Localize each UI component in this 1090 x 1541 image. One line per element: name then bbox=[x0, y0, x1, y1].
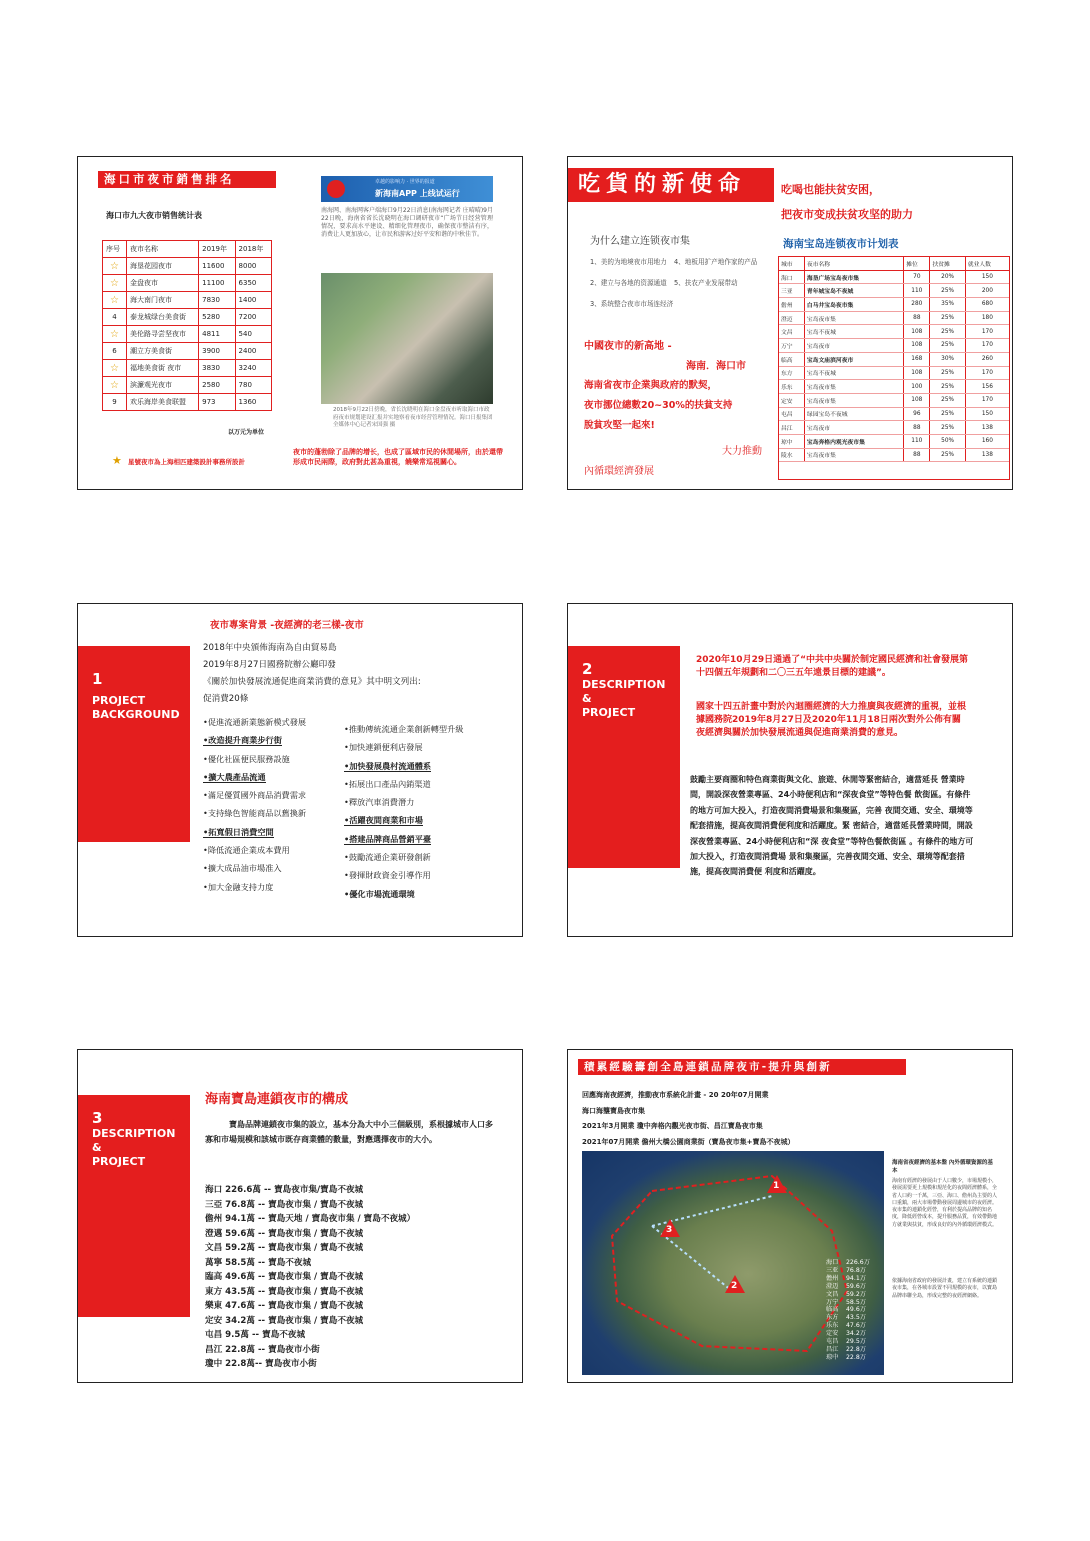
timeline-line: 回應海南夜經濟，推動夜市系統化計畫 - 20 20年07月開業 bbox=[582, 1091, 769, 1099]
plan-cell: 108 bbox=[904, 366, 930, 380]
intro-line: 《關於加快發展流通促進商業消費的意見》其中明文列出: bbox=[203, 677, 421, 687]
econ-label: 內循環經濟發展 bbox=[584, 466, 654, 477]
plan-cell: 170 bbox=[965, 366, 1009, 380]
legend-city: 昌江 bbox=[826, 1345, 839, 1353]
plan-cell: 160 bbox=[965, 434, 1009, 448]
plan-header-row bbox=[779, 257, 1009, 270]
section-label-1: DESCRIPTION bbox=[92, 1127, 176, 1140]
plan-cell: 110 bbox=[904, 284, 930, 298]
list-item: •擴大成品油市場准入 bbox=[203, 863, 282, 874]
plan-row bbox=[779, 352, 1009, 366]
table-row bbox=[103, 343, 272, 360]
plan-cell: 宝岛奔格内观光夜市集 bbox=[804, 434, 903, 448]
table-cell: 3900 bbox=[199, 343, 235, 360]
plan-row bbox=[779, 325, 1009, 339]
table-cell: 泰龙城绿台美食街 bbox=[127, 309, 199, 326]
list-item: •推動傳統流通企業創新轉型升級 bbox=[344, 724, 464, 734]
plan-cell: 澄迈 bbox=[779, 311, 804, 325]
section-label-2: & bbox=[582, 692, 592, 705]
rank-cell bbox=[103, 326, 127, 343]
section-number: 3 bbox=[92, 1109, 103, 1127]
legend-population: 29.5万 bbox=[846, 1338, 866, 1346]
plan-cell: 88 bbox=[904, 311, 930, 325]
side-text-2: 依據海南省政府的發展計畫，建立有系統的連鎖夜市集，在各城市設置不同規模的夜市，以寶島品牌串聯全島，形成完整的夜經濟網絡。 bbox=[892, 1278, 998, 1299]
plan-cell: 88 bbox=[904, 448, 930, 462]
news-app-banner bbox=[321, 176, 493, 202]
plan-cell: 定安 bbox=[779, 393, 804, 407]
plan-col-header: 摊位 bbox=[904, 257, 930, 270]
plan-cell: 宝岛夜市集 bbox=[804, 311, 903, 325]
plan-cell: 宝岛不夜城 bbox=[804, 325, 903, 339]
legend-city: 临高 bbox=[826, 1306, 839, 1314]
highlight-text: 夜市的蓬勃除了品牌的增长，也成了區域市民的休閒場所，由於還帶形成市民兩際，政府對此甚為重視，饒樂常巡視關心。 bbox=[293, 448, 503, 466]
red-line-5: 脫貧攻堅一起來! bbox=[584, 420, 655, 431]
star-footnote: 星號夜市為上海相匹建築設計事務所設計 bbox=[128, 458, 245, 466]
reason-1: 1、美的为地境夜市用地力 bbox=[590, 258, 667, 266]
city-row: 昌江 22.8萬 -- 寶島夜市小街 bbox=[205, 1344, 320, 1355]
list-item: •拓寬假日消費空間 bbox=[203, 826, 274, 837]
city-row: 臨高 49.6萬 -- 寶島夜市集 / 寶島不夜城 bbox=[205, 1272, 364, 1282]
legend-row bbox=[826, 1338, 870, 1346]
plan-cell: 200 bbox=[965, 284, 1009, 298]
table-row bbox=[103, 309, 272, 326]
section-label-3: PROJECT bbox=[582, 706, 636, 719]
table-cell: 6350 bbox=[235, 275, 271, 292]
hainan-island-map bbox=[582, 1151, 884, 1375]
list-item: •滿足優質國外商品消費需求 bbox=[203, 790, 307, 801]
plan-cell: 108 bbox=[904, 339, 930, 353]
plan-row bbox=[779, 284, 1009, 298]
legend-population: 47.6万 bbox=[846, 1322, 866, 1330]
list-item: •加快連鎖便利店發展 bbox=[344, 742, 423, 753]
plan-col-header: 夜市名称 bbox=[804, 257, 903, 270]
list-item: •擴大農產品流通 bbox=[203, 771, 266, 782]
city-row: 三亞 76.8萬 -- 寶島夜市集 / 寶島不夜城 bbox=[205, 1199, 364, 1210]
list-item: •優化市場流通環境 bbox=[344, 888, 415, 899]
rank-cell bbox=[103, 377, 127, 394]
star-icon: ☆ bbox=[110, 362, 119, 374]
plan-cell: 170 bbox=[965, 339, 1009, 353]
list-item: •支持綠色智能商品以舊換新 bbox=[203, 808, 307, 819]
plan-cell: 东方 bbox=[779, 366, 804, 380]
plan-row bbox=[779, 270, 1009, 284]
plan-row bbox=[779, 421, 1009, 435]
table-cell: 5280 bbox=[199, 309, 235, 326]
plan-cell: 海口 bbox=[779, 270, 804, 284]
slide-description-project-2 bbox=[567, 603, 1013, 937]
plan-cell: 50% bbox=[930, 434, 965, 448]
slide-project-background bbox=[77, 603, 523, 937]
rank-cell: 6 bbox=[103, 343, 127, 360]
plan-cell: 96 bbox=[904, 407, 930, 421]
plan-cell: 宝岛文庙滨河夜市 bbox=[804, 352, 903, 366]
table-cell: 8000 bbox=[235, 258, 271, 275]
col-header: 夜市名称 bbox=[127, 241, 199, 258]
plan-cell: 168 bbox=[904, 352, 930, 366]
list-item: •改造提升商業步行街 bbox=[203, 735, 282, 746]
city-row: 萬寧 58.5萬 -- 寶島不夜城 bbox=[205, 1257, 312, 1268]
table-cell: 540 bbox=[235, 326, 271, 343]
section-number: 2 bbox=[582, 660, 593, 678]
reason-5: 5、扶农产业发展带动 bbox=[674, 279, 738, 287]
plan-cell: 25% bbox=[930, 311, 965, 325]
plan-cell: 88 bbox=[904, 421, 930, 435]
plan-cell: 屯昌 bbox=[779, 407, 804, 421]
legend-row bbox=[826, 1322, 870, 1330]
plan-row bbox=[779, 311, 1009, 325]
news-article-text: 南海网、南海网客户端海口9月22日消息(南海网记者 庄晴晴)9月22日晚，海南省省长沈晓明在海口调研夜市“广场节日经营管理情况，要求高水平建设、精细化管理夜市，确保夜市整洁有序，消费让人更加放心，让市民和游客过好平安和谐的中秋佳节。 bbox=[321, 207, 493, 238]
legend-row bbox=[826, 1275, 870, 1283]
plan-cell: 150 bbox=[965, 270, 1009, 284]
list-item: •降低流通企業成本費用 bbox=[203, 845, 290, 856]
push-label: 大力推動 bbox=[722, 446, 762, 457]
plan-cell: 宝岛夜市集 bbox=[804, 380, 903, 394]
why-title: 为什么建立连锁夜市集 bbox=[590, 236, 690, 247]
legend-population: 94.1万 bbox=[846, 1274, 866, 1282]
timeline-line: 2021年3月開業 瓊中奔格內觀光夜市街、昌江寶島夜市集 bbox=[582, 1122, 763, 1130]
ranking-table-title: 海口市九大夜市销售统计表 bbox=[106, 211, 202, 220]
table-cell: 973 bbox=[199, 394, 235, 411]
legend-city: 三亚 bbox=[826, 1266, 839, 1274]
photo-caption: 2018年9月22日傍晚，省长沈晓明在海口金盘夜市听取海口市政府夜市规划建设汇报并实地察看夜市经营管理情况。海口日报集团全媒体中心记者宋国强 摄 bbox=[333, 407, 493, 428]
table-cell: 3830 bbox=[199, 360, 235, 377]
plan-cell: 20% bbox=[930, 270, 965, 284]
plan-cell: 25% bbox=[930, 407, 965, 421]
plan-cell: 25% bbox=[930, 380, 965, 394]
plan-title: 海南宝岛连锁夜市计划表 bbox=[783, 238, 899, 250]
legend-row bbox=[826, 1346, 870, 1354]
table-row bbox=[103, 326, 272, 343]
plan-cell: 25% bbox=[930, 339, 965, 353]
list-item: •鼓勵流通企業研發創新 bbox=[344, 852, 431, 863]
table-cell: 780 bbox=[235, 377, 271, 394]
city-row: 樂東 47.6萬 -- 寶島夜市集 / 寶島不夜城 bbox=[205, 1301, 364, 1311]
plan-row bbox=[779, 298, 1009, 312]
legend-row bbox=[826, 1283, 870, 1291]
plan-table-frame bbox=[778, 256, 1010, 480]
plan-cell: 25% bbox=[930, 284, 965, 298]
plan-table bbox=[779, 257, 1009, 462]
legend-city: 东方 bbox=[826, 1314, 839, 1322]
plan-cell: 青年城宝岛不夜城 bbox=[804, 284, 903, 298]
plan-cell: 宝岛不夜城 bbox=[804, 366, 903, 380]
star-icon: ☆ bbox=[110, 294, 119, 306]
section-label-2: BACKGROUND bbox=[92, 708, 180, 721]
side-title: 海南省夜經濟的基本盤 內外循環資源的基本 bbox=[892, 1160, 993, 1174]
plan-cell: 30% bbox=[930, 352, 965, 366]
legend-city: 琼中 bbox=[826, 1353, 839, 1361]
red-paragraph-1: 2020年10月29日通過了“中共中央關於制定國民經濟和社會發展第十四個五年規劃和二〇三五年遠景目標的建議”。 bbox=[696, 655, 969, 678]
plan-cell: 海垦广场宝岛夜市集 bbox=[804, 270, 903, 284]
legend-row bbox=[826, 1291, 870, 1299]
list-item: •加大金融支持力度 bbox=[203, 881, 274, 892]
table-cell: 11100 bbox=[199, 275, 235, 292]
plan-cell: 100 bbox=[904, 380, 930, 394]
rank-cell bbox=[103, 292, 127, 309]
table-row bbox=[103, 377, 272, 394]
legend-city: 文昌 bbox=[826, 1290, 839, 1298]
banner-tagline: 卓越的影响力 · 世界的报道 bbox=[375, 179, 435, 185]
table-cell: 7200 bbox=[235, 309, 271, 326]
plan-cell: 陵水 bbox=[779, 448, 804, 462]
table-row bbox=[103, 394, 272, 411]
legend-population: 59.6万 bbox=[846, 1282, 866, 1290]
plan-cell: 宝岛夜市集 bbox=[804, 448, 903, 462]
inspection-photo bbox=[321, 273, 493, 404]
slide1-title: 海口市夜市銷售排名 bbox=[98, 171, 276, 188]
plan-row bbox=[779, 393, 1009, 407]
legend-city: 澄迈 bbox=[826, 1282, 839, 1290]
table-cell: 金盘夜市 bbox=[127, 275, 199, 292]
list-item: •發揮財政資金引導作用 bbox=[344, 870, 431, 881]
city-row: 儋州 94.1萬 -- 寶島天地 / 寶島夜市集 / 寶島不夜城） bbox=[205, 1214, 416, 1224]
rank-cell: 9 bbox=[103, 394, 127, 411]
plan-cell: 昌江 bbox=[779, 421, 804, 435]
section-label-3: PROJECT bbox=[92, 1155, 146, 1168]
plan-cell: 70 bbox=[904, 270, 930, 284]
city-row: 瓊中 22.8萬-- 寶島夜市小街 bbox=[205, 1359, 317, 1369]
table-cell: 美伦路寻尝坚夜市 bbox=[127, 326, 199, 343]
red-line-3: 海南省夜市企業與政府的默契， bbox=[584, 380, 718, 391]
section-bar bbox=[78, 1095, 190, 1317]
table-cell: 1400 bbox=[235, 292, 271, 309]
rank-cell bbox=[103, 360, 127, 377]
rank-cell bbox=[103, 258, 127, 275]
plan-cell: 260 bbox=[965, 352, 1009, 366]
reason-4: 4、地板用扩产地作家的产品 bbox=[674, 258, 758, 266]
plan-cell: 白马井宝岛夜市集 bbox=[804, 298, 903, 312]
plan-cell: 万宁 bbox=[779, 339, 804, 353]
plan-cell: 680 bbox=[965, 298, 1009, 312]
table-cell: 欢乐海岸美食联盟 bbox=[127, 394, 199, 411]
plan-row bbox=[779, 407, 1009, 421]
list-item: •加快發展農村流通體系 bbox=[344, 760, 432, 771]
intro-paragraph: 寶島品牌連鎖夜市集的設立，基本分為大中小三個級別，系根據城市人口多寡和市場規模和該城市既存商業體的數量，對應選擇夜市的大小。 bbox=[205, 1120, 493, 1144]
plan-row bbox=[779, 339, 1009, 353]
marker-1-label: 1 bbox=[773, 1181, 780, 1191]
plan-col-header: 扶贫摊 bbox=[930, 257, 965, 270]
col-header: 序号 bbox=[103, 241, 127, 258]
city-row: 海口 226.6萬 -- 寶島夜市集/寶島不夜城 bbox=[205, 1185, 364, 1195]
plan-cell: 150 bbox=[965, 407, 1009, 421]
timeline-line: 2021年07月開業 儋州大橋公園商業街（寶島夜市集+寶島不夜城） bbox=[582, 1137, 795, 1146]
plan-row bbox=[779, 434, 1009, 448]
table-cell: 海大南门夜市 bbox=[127, 292, 199, 309]
slide-night-market-ranking bbox=[77, 156, 523, 490]
legend-city: 万宁 bbox=[826, 1298, 839, 1306]
app-logo-icon bbox=[327, 180, 345, 198]
plan-row bbox=[779, 380, 1009, 394]
legend-row bbox=[826, 1330, 870, 1338]
unit-note: 以万元为单位 bbox=[228, 429, 265, 436]
plan-row bbox=[779, 448, 1009, 462]
plan-cell: 文昌 bbox=[779, 325, 804, 339]
section-number: 1 bbox=[92, 670, 103, 688]
list-item: •釋放汽車消費潛力 bbox=[344, 797, 415, 808]
plan-cell: 25% bbox=[930, 448, 965, 462]
table-cell: 7830 bbox=[199, 292, 235, 309]
legend-city: 屯昌 bbox=[826, 1338, 839, 1346]
legend-city: 海口 bbox=[826, 1259, 839, 1266]
right-policy-list bbox=[344, 720, 463, 903]
plan-cell: 25% bbox=[930, 421, 965, 435]
plan-cell: 280 bbox=[904, 298, 930, 312]
ranking-table bbox=[102, 240, 272, 411]
star-icon: ★ bbox=[112, 454, 122, 467]
legend-city: 乐东 bbox=[826, 1322, 839, 1330]
star-icon: ☆ bbox=[110, 328, 119, 340]
plan-cell: 156 bbox=[965, 380, 1009, 394]
star-icon: ☆ bbox=[110, 260, 119, 272]
table-cell: 11600 bbox=[199, 258, 235, 275]
plan-cell: 138 bbox=[965, 448, 1009, 462]
list-item: •活躍夜間商業和市場 bbox=[344, 815, 423, 826]
plan-cell: 180 bbox=[965, 311, 1009, 325]
slide3-title: 夜市專案背景 -夜經濟的老三樣-夜市 bbox=[210, 620, 364, 631]
reason-3: 3、系统整合夜市市场连经济 bbox=[590, 300, 674, 308]
city-row: 屯昌 9.5萬 -- 寶島不夜城 bbox=[205, 1330, 306, 1340]
banner-title: 新海南APP 上线试运行 bbox=[375, 189, 460, 198]
section-bar bbox=[78, 646, 190, 842]
plan-cell: 琼中 bbox=[779, 434, 804, 448]
city-row: 東方 43.5萬 -- 寶島夜市集 / 寶島不夜城 bbox=[205, 1286, 364, 1297]
table-row bbox=[103, 360, 272, 377]
plan-cell: 儋州 bbox=[779, 298, 804, 312]
marker-3-label: 3 bbox=[666, 1225, 673, 1235]
list-item: •促進流通新業態新模式發展 bbox=[203, 717, 307, 727]
table-cell: 1360 bbox=[235, 394, 271, 411]
plan-cell: 170 bbox=[965, 393, 1009, 407]
plan-cell: 绿园宝岛不夜城 bbox=[804, 407, 903, 421]
plan-cell: 138 bbox=[965, 421, 1009, 435]
city-row: 定安 34.2萬 -- 寶島夜市集 / 寶島不夜城 bbox=[205, 1315, 364, 1326]
table-cell: 2580 bbox=[199, 377, 235, 394]
plan-cell: 乐东 bbox=[779, 380, 804, 394]
reason-2: 2、建立与各地的资源通道 bbox=[590, 279, 667, 287]
side-text: 海南有經濟的發展由于人口數少，市場規模小，發展需要更上規模和規范化的夜間經濟體系，全省人口約一千萬，三亞、海口、儋州為主要的人口重鎮，兩大市場帶動發展周邊城市的夜經濟。夜市集的連鎖化經營，有利於提高品牌的知名度，降低經營成本，提升服務品質，有效帶動地方就業與扶貧，形成良好的內外循環經濟模式。 bbox=[892, 1178, 998, 1228]
plan-cell: 108 bbox=[904, 393, 930, 407]
table-header-row bbox=[103, 241, 272, 258]
red-paragraph-2: 國家十四五計畫中對於內迴圈經濟的大力推廣與夜經濟的重視，並根據國務院2019年8月27日及2020年11月18日兩次對外公佈有關夜經濟與關於加快發展流通與促進商業消費的意見。 bbox=[696, 702, 967, 738]
intro-line: 2018年中央頒佈海南為自由貿易島 bbox=[203, 643, 337, 653]
legend-population: 76.8万 bbox=[846, 1266, 866, 1274]
plan-cell: 25% bbox=[930, 393, 965, 407]
plan-cell: 宝岛夜市集 bbox=[804, 393, 903, 407]
slogan-2: 把夜市变成扶贫攻坚的助力 bbox=[781, 208, 913, 221]
legend-population: 22.8万 bbox=[846, 1353, 866, 1361]
section-label-1: PROJECT bbox=[92, 694, 146, 707]
legend-population: 34.2万 bbox=[846, 1330, 866, 1338]
plan-cell: 110 bbox=[904, 434, 930, 448]
table-cell: 潮立方美食街 bbox=[127, 343, 199, 360]
section-label-2: & bbox=[92, 1141, 102, 1154]
table-cell: 福地美食街 夜市 bbox=[127, 360, 199, 377]
plan-cell: 170 bbox=[965, 325, 1009, 339]
timeline-lines bbox=[582, 1088, 795, 1150]
timeline-line: 海口海壟寶島夜市集 bbox=[582, 1106, 645, 1115]
plan-row bbox=[779, 366, 1009, 380]
legend-city: 定安 bbox=[826, 1330, 839, 1338]
slide-foodie-mission bbox=[567, 156, 1013, 490]
section-label-1: DESCRIPTION bbox=[582, 678, 666, 691]
legend-population: 58.5万 bbox=[846, 1298, 866, 1306]
intro-line: 2019年8月27日國務院辦公廳印發 bbox=[203, 660, 336, 670]
plan-cell: 临高 bbox=[779, 352, 804, 366]
legend-city: 儋州 bbox=[826, 1274, 839, 1282]
legend-population: 49.6万 bbox=[846, 1306, 866, 1314]
col-header: 2018年 bbox=[235, 241, 271, 258]
left-policy-list bbox=[203, 713, 306, 896]
marker-2-label: 2 bbox=[731, 1281, 738, 1291]
legend-row bbox=[826, 1259, 870, 1267]
slide2-title: 吃貨的新使命 bbox=[568, 168, 774, 202]
table-row bbox=[103, 258, 272, 275]
red-line-1: 中國夜市的新高地 - bbox=[584, 341, 672, 352]
red-line-4: 夜市挪位總數20~30%的扶貧支持 bbox=[584, 400, 733, 411]
star-icon: ☆ bbox=[110, 277, 119, 289]
slide-chain-composition bbox=[77, 1049, 523, 1383]
plan-cell: 108 bbox=[904, 325, 930, 339]
table-cell: 海垦花园夜市 bbox=[127, 258, 199, 275]
plan-cell: 25% bbox=[930, 325, 965, 339]
list-item: •優化社區便民服務設施 bbox=[203, 753, 290, 764]
legend-row bbox=[826, 1354, 870, 1362]
table-cell: 3240 bbox=[235, 360, 271, 377]
slogan-1: 吃喝也能扶贫安困， bbox=[781, 183, 880, 196]
list-item: •拓展出口產品內銷渠道 bbox=[344, 778, 431, 789]
rank-cell bbox=[103, 275, 127, 292]
intro-block bbox=[203, 640, 421, 708]
plan-cell: 三亚 bbox=[779, 284, 804, 298]
table-cell: 4811 bbox=[199, 326, 235, 343]
legend-population: 43.5万 bbox=[846, 1314, 866, 1322]
plan-col-header: 就业人数 bbox=[965, 257, 1009, 270]
plan-cell: 宝岛夜市 bbox=[804, 339, 903, 353]
legend-population: 59.2万 bbox=[846, 1290, 866, 1298]
plan-cell: 35% bbox=[930, 298, 965, 312]
plan-col-header: 城市 bbox=[779, 257, 804, 270]
legend-row bbox=[826, 1267, 870, 1275]
plan-cell: 宝岛夜市 bbox=[804, 421, 903, 435]
slide6-title: 積累經驗籌創全島連鎖品牌夜市-提升與創新 bbox=[578, 1059, 906, 1075]
table-row bbox=[103, 275, 272, 292]
body-paragraph: 鼓勵主要商圈和特色商業街與文化、旅遊、休閒等緊密結合，適當延長 營業時間，開設深夜營業專區、24小時便利店和“深夜食堂”等特色餐 飲街區。有條件的地方可加大投入，打造夜間消費場景和集聚區，完善 夜間交通、安全、環境等配套措施，提高夜間消費便利度和活躍度。緊 密結合，適當延長營業時間，開設深夜營業專區、24小時便利店和“深 夜食堂”等特色餐飲街區 。有條件的地方可加大投入，打造夜間消費場 景和集聚區，完善夜間交通、安全、環境等配套措施，提高夜間消費便 利度和活躍度。 bbox=[690, 775, 974, 877]
table-row bbox=[103, 292, 272, 309]
list-item: •搭建品牌商品營銷平臺 bbox=[344, 833, 432, 844]
slide-chain-brand bbox=[567, 1049, 1013, 1383]
legend-population: 22.8万 bbox=[846, 1345, 866, 1353]
section-bar bbox=[568, 646, 680, 868]
col-header: 2019年 bbox=[199, 241, 235, 258]
red-line-2: 海南．海口市 bbox=[686, 361, 746, 372]
legend-population: 226.6万 bbox=[846, 1259, 870, 1266]
plan-cell: 25% bbox=[930, 366, 965, 380]
city-row: 文昌 59.2萬 -- 寶島夜市集 / 寶島不夜城 bbox=[205, 1243, 364, 1253]
intro-line: 促消費20條 bbox=[203, 694, 249, 704]
star-icon: ☆ bbox=[110, 379, 119, 391]
population-legend bbox=[826, 1259, 870, 1362]
table-cell: 2400 bbox=[235, 343, 271, 360]
rank-cell: 4 bbox=[103, 309, 127, 326]
table-cell: 滨濂观光夜市 bbox=[127, 377, 199, 394]
city-row: 澄邁 59.6萬 -- 寶島夜市集 / 寶島不夜城 bbox=[205, 1228, 364, 1239]
slide5-title: 海南寶島連鎖夜市的構成 bbox=[205, 1092, 349, 1107]
city-list bbox=[205, 1183, 415, 1372]
